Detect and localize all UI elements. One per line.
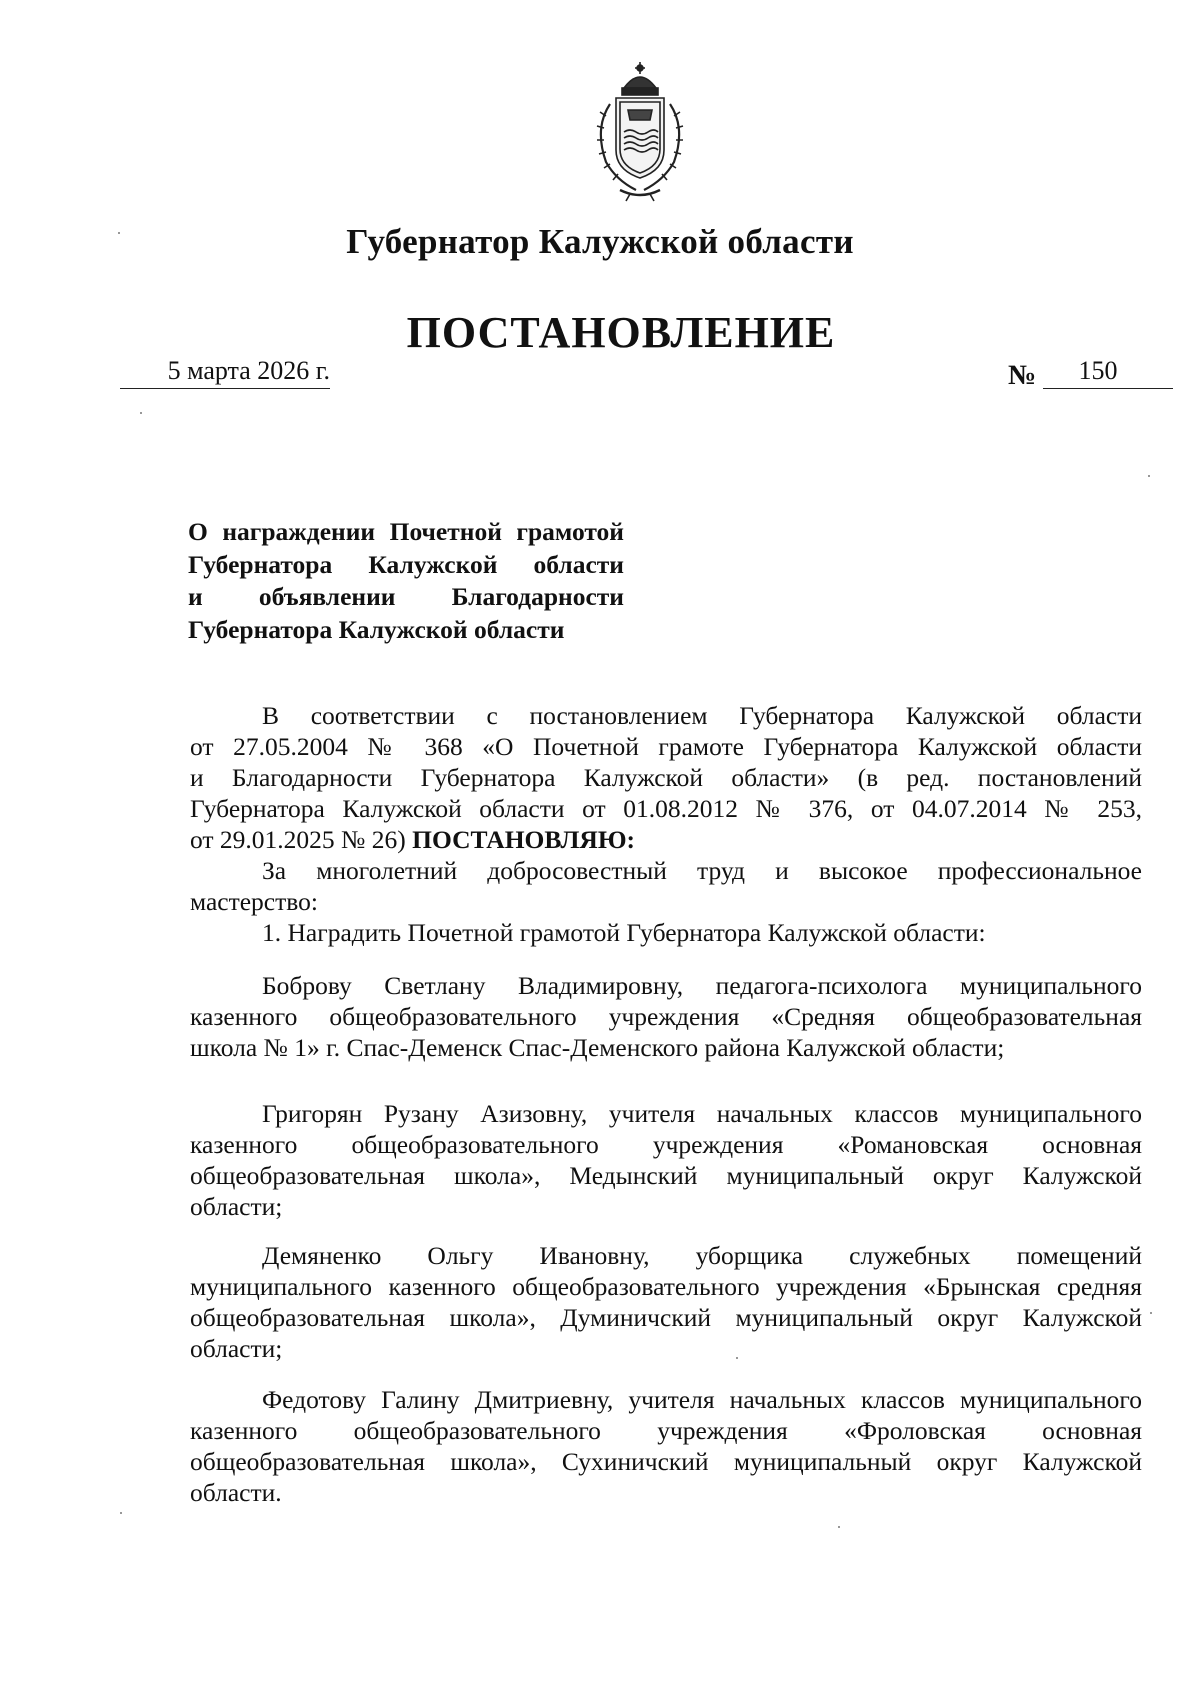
- coat-of-arms-icon: [580, 58, 700, 203]
- awardee-line: общеобразовательная школа», Думиничский муниципальный округ Калужской: [190, 1303, 1142, 1332]
- awardee-paragraph: [190, 1384, 1142, 1508]
- awardee-line: Боброву Светлану Владимировну, педагога-психолога муниципального: [262, 971, 1142, 1000]
- awardee-line: области;: [190, 1192, 283, 1221]
- awardee-line: Григорян Рузану Азизовну, учителя начальных классов муниципального: [262, 1099, 1142, 1128]
- preamble-paragraph: [190, 700, 1142, 948]
- reason-line: мастерство:: [190, 887, 318, 916]
- awardee-line: казенного общеобразовательного учреждения «Фроловская основная: [190, 1416, 1142, 1445]
- awardee-line: общеобразовательная школа», Сухиничский муниципальный округ Калужской: [190, 1447, 1142, 1476]
- scan-speck: [736, 1357, 738, 1359]
- scan-speck: [838, 1526, 840, 1528]
- document-number-field: [1043, 356, 1173, 389]
- preamble-last-line: [190, 824, 1142, 855]
- document-date-field: [120, 356, 330, 389]
- document-subject: [188, 516, 624, 646]
- scan-speck: [1150, 1312, 1152, 1314]
- awardee-line: школа № 1» г. Спас-Деменск Спас-Деменского района Калужской области;: [190, 1033, 1005, 1062]
- subject-line: Губернатора Калужской области: [188, 614, 565, 644]
- item-1-text: 1. Наградить Почетной грамотой Губернатора Калужской области:: [262, 918, 986, 947]
- subject-line: О награждении Почетной грамотой: [188, 517, 624, 546]
- scan-speck: [118, 232, 120, 234]
- awardee-paragraph: [190, 1098, 1142, 1222]
- preamble-tail: от 29.01.2025 № 26): [190, 825, 406, 854]
- subject-line: и объявлении Благодарности: [188, 582, 624, 611]
- awardee-line: общеобразовательная школа», Медынский муниципальный округ Калужской: [190, 1161, 1142, 1190]
- scan-speck: [140, 412, 142, 414]
- awardee-line: области.: [190, 1478, 282, 1507]
- subject-line: Губернатора Калужской области: [188, 549, 624, 579]
- document-number: 150: [1078, 356, 1118, 385]
- preamble-line: и Благодарности Губернатора Калужской области» (в ред. постановлений: [190, 763, 1142, 792]
- document-type-heading: ПОСТАНОВЛЕНИЕ: [406, 308, 836, 357]
- scan-speck: [1148, 475, 1150, 477]
- decree-word: ПОСТАНОВЛЯЮ:: [412, 825, 636, 854]
- awardee-line: казенного общеобразовательного учреждения «Средняя общеобразовательная: [190, 1002, 1142, 1031]
- preamble-line: Губернатора Калужской области от 01.08.2012 № 376, от 04.07.2014 № 253,: [190, 794, 1142, 823]
- awardee-line: казенного общеобразовательного учреждения «Романовская основная: [190, 1130, 1142, 1159]
- reason-line: За многолетний добросовестный труд и высокое профессиональное: [262, 856, 1142, 885]
- awardee-line: области;: [190, 1334, 283, 1363]
- awardee-paragraph: [190, 1240, 1142, 1364]
- awardee-line: муниципального казенного общеобразовательного учреждения «Брынская средняя: [190, 1272, 1142, 1301]
- coat-of-arms-emblem: [580, 58, 700, 203]
- scan-speck: [120, 1512, 122, 1514]
- issuing-authority-title: Губернатор Калужской области: [346, 222, 854, 261]
- awardee-line: Федотову Галину Дмитриевну, учителя начальных классов муниципального: [262, 1385, 1142, 1414]
- preamble-line: В соответствии с постановлением Губернатора Калужской области: [262, 701, 1142, 730]
- document-number-label: №: [1008, 360, 1037, 391]
- preamble-line: от 27.05.2004 № 368 «О Почетной грамоте Губернатора Калужской области: [190, 732, 1142, 761]
- awardee-paragraph: [190, 970, 1142, 1063]
- awardee-line: Демяненко Ольгу Ивановну, уборщика служебных помещений: [262, 1241, 1142, 1270]
- document-date: 5 марта 2026 г.: [167, 356, 330, 385]
